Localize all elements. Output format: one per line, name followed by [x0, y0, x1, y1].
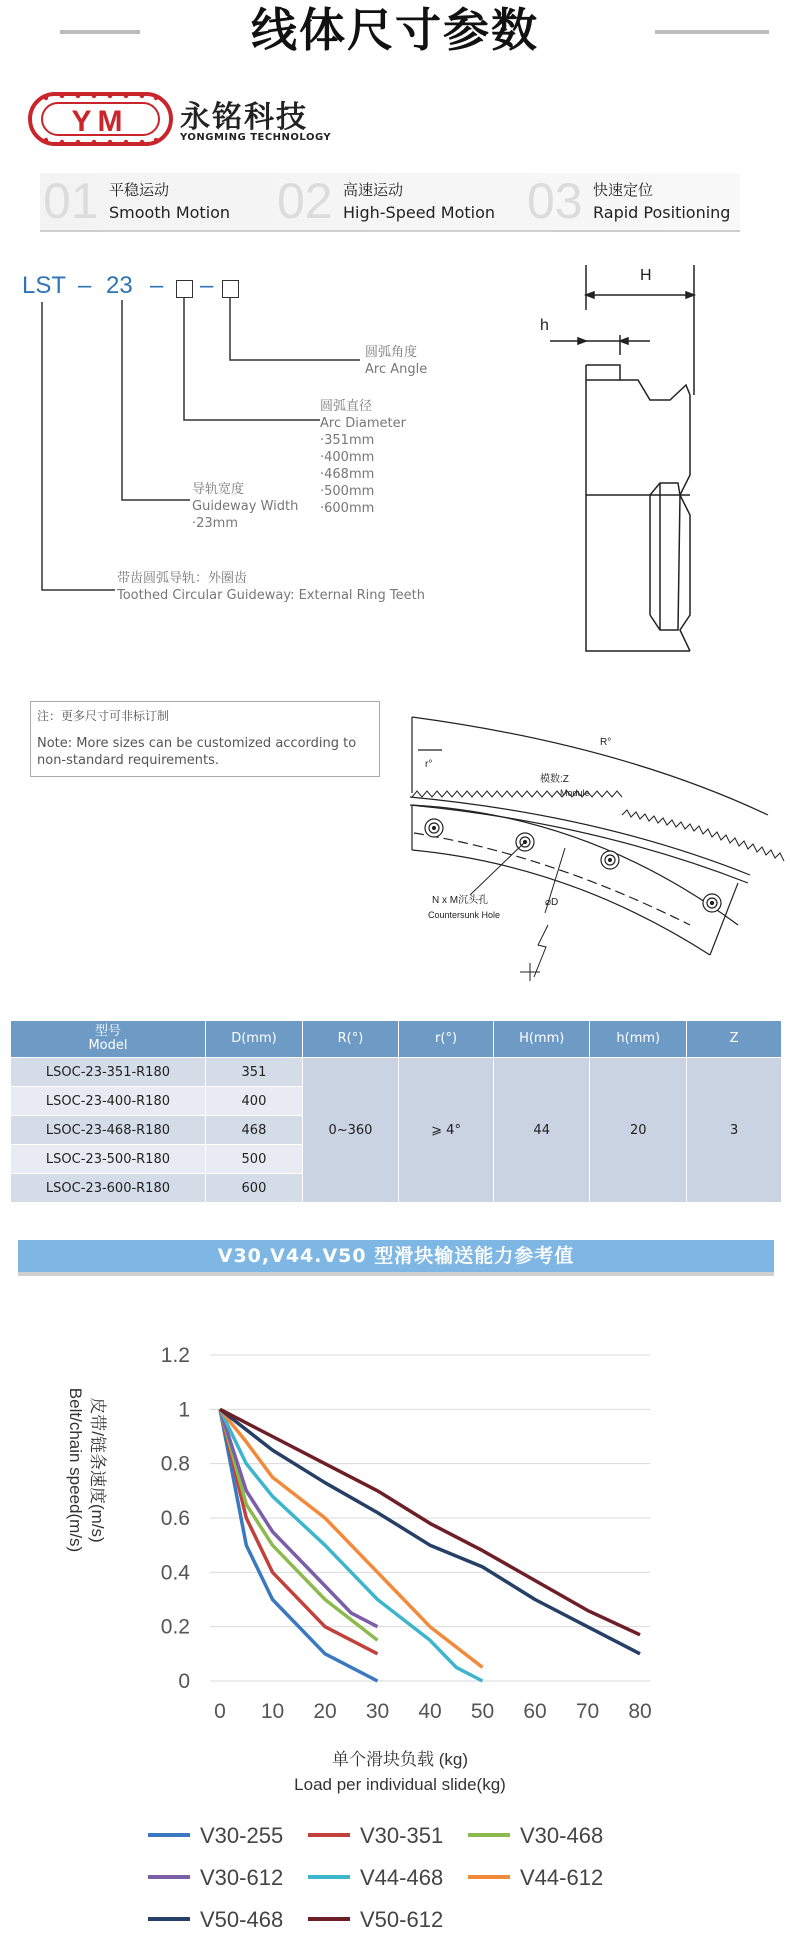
guideway-profile-drawing — [520, 255, 710, 665]
feature-label-cn: 高速运动 — [343, 181, 404, 199]
arc-angle-label: 圆弧角度 Arc Angle — [365, 345, 428, 377]
header-model: 型号 Model — [11, 1021, 206, 1058]
x-tick-label: 10 — [260, 1700, 285, 1723]
legend-label: V30-468 — [520, 1823, 604, 1848]
feature-number: 01 — [43, 173, 99, 229]
y-tick-label: 0 — [178, 1670, 190, 1693]
x-tick-label: 30 — [365, 1700, 390, 1723]
cell-d: 351 — [205, 1058, 302, 1087]
feature-label-en: High-Speed Motion — [343, 203, 496, 222]
y-tick-label: 1.2 — [160, 1344, 190, 1367]
cell-model: LSOC-23-600-R180 — [11, 1174, 206, 1203]
cell-model: LSOC-23-468-R180 — [11, 1116, 206, 1145]
profile-h-label: h — [540, 317, 549, 334]
header-R: R(°) — [302, 1021, 398, 1058]
arc-guideway-drawing — [390, 715, 790, 985]
feature-number: 02 — [277, 173, 333, 229]
hole-en-label: Countersunk Hole — [428, 910, 501, 920]
diameter-label: ⌀D — [545, 897, 559, 908]
feature-number: 03 — [527, 173, 583, 229]
arc-r-label: r° — [425, 759, 433, 770]
code-dash: – — [150, 272, 164, 299]
cell-model: LSOC-23-500-R180 — [11, 1145, 206, 1174]
cell-h: 20 — [590, 1058, 687, 1203]
x-tick-label: 40 — [418, 1700, 442, 1723]
legend-label: V50-612 — [360, 1907, 444, 1932]
cell-H: 44 — [494, 1058, 590, 1203]
cell-d: 400 — [205, 1087, 302, 1116]
cell-d: 600 — [205, 1174, 302, 1203]
legend-label: V30-351 — [360, 1823, 444, 1848]
y-axis-label-cn: 皮带/链条速度(m/s) — [88, 1397, 107, 1543]
page-title: 线体尺寸参数 — [251, 3, 539, 57]
x-tick-label: 80 — [628, 1700, 652, 1723]
rack-teeth — [412, 791, 784, 861]
note-en: Note: More sizes can be customized according to non-standard requirements. — [37, 736, 357, 768]
header-d: D(mm) — [205, 1021, 302, 1058]
feature-label-cn: 平稳运动 — [109, 181, 170, 199]
cell-Z: 3 — [687, 1058, 782, 1203]
cell-model: LSOC-23-351-R180 — [11, 1058, 206, 1087]
profile-H-label: H — [640, 267, 652, 284]
table-row — [11, 1058, 782, 1087]
legend-label: V44-468 — [360, 1865, 444, 1890]
cell-R: 0~360 — [302, 1058, 398, 1203]
code-prefix: LST — [22, 272, 67, 299]
note-cn: 注：更多尺寸可非标订制 — [37, 709, 170, 723]
x-tick-label: 60 — [523, 1700, 547, 1723]
arc-R-label: R° — [600, 737, 612, 748]
series-line-v44-612 — [220, 1409, 483, 1667]
table-header-row — [11, 1021, 782, 1058]
module-en-label: Module — [560, 788, 590, 798]
y-tick-label: 0.8 — [160, 1452, 190, 1476]
legend-label: V30-612 — [200, 1865, 284, 1890]
cell-r: ⩾ 4° — [398, 1058, 493, 1203]
x-tick-label: 20 — [313, 1700, 337, 1723]
header-Z: Z — [687, 1021, 782, 1058]
x-axis-label-cn: 单个滑块负载 (kg) — [332, 1750, 468, 1769]
spec-table — [10, 1020, 782, 1203]
code-dash: – — [200, 272, 214, 299]
capacity-chart — [0, 1290, 790, 1955]
x-tick-label: 70 — [575, 1700, 600, 1723]
section-title-shadow — [18, 1272, 774, 1276]
header-H: H(mm) — [494, 1021, 590, 1058]
x-tick-label: 0 — [214, 1700, 226, 1723]
legend-label: V30-255 — [200, 1823, 284, 1848]
guideway-width-label: 导轨宽度 Guideway Width ·23mm — [192, 482, 299, 531]
y-tick-label: 0.2 — [160, 1615, 190, 1639]
module-cn-label: 模数:Z — [540, 774, 569, 785]
hole-cn-label: N x M沉头孔 — [432, 895, 489, 906]
y-tick-label: 1 — [178, 1398, 190, 1422]
feature-label-cn: 快速定位 — [593, 181, 654, 199]
note-box — [30, 701, 380, 777]
cell-d: 468 — [205, 1116, 302, 1145]
legend-label: V44-612 — [520, 1865, 604, 1890]
code-width: 23 — [106, 272, 133, 299]
header-r: r(°) — [398, 1021, 493, 1058]
y-tick-label: 0.4 — [160, 1561, 190, 1585]
x-tick-label: 50 — [470, 1700, 495, 1723]
cell-model: LSOC-23-400-R180 — [11, 1087, 206, 1116]
brand-name-cn: 永铭科技 — [180, 100, 308, 135]
x-axis-label-en: Load per individual slide(kg) — [294, 1775, 506, 1794]
y-tick-label: 0.6 — [160, 1507, 190, 1530]
arc-diameter-label: 圆弧直径 Arc Diameter ·351mm ·400mm ·468mm ·500mm ·600mm — [320, 399, 406, 516]
brand-name-en: YONGMING TECHNOLOGY — [180, 132, 332, 143]
code-dash: – — [78, 272, 92, 299]
y-axis-label-en: Belt/chain speed(m/s) — [66, 1387, 85, 1553]
feature-label-en: Rapid Positioning — [593, 203, 731, 222]
cell-d: 500 — [205, 1145, 302, 1174]
section-title: V30,V44.V50 型滑块输送能力参考值 — [18, 1240, 774, 1272]
logo-text: YM — [71, 105, 129, 138]
header-h: h(mm) — [590, 1021, 687, 1058]
series-line-v50-468 — [220, 1409, 640, 1654]
feature-label-en: Smooth Motion — [109, 203, 231, 222]
legend-label: V50-468 — [200, 1907, 284, 1932]
series-line-v50-612 — [220, 1409, 640, 1635]
type-label: 带齿圆弧导轨：外圈齿 Toothed Circular Guideway: External Ring Teeth — [117, 571, 425, 603]
